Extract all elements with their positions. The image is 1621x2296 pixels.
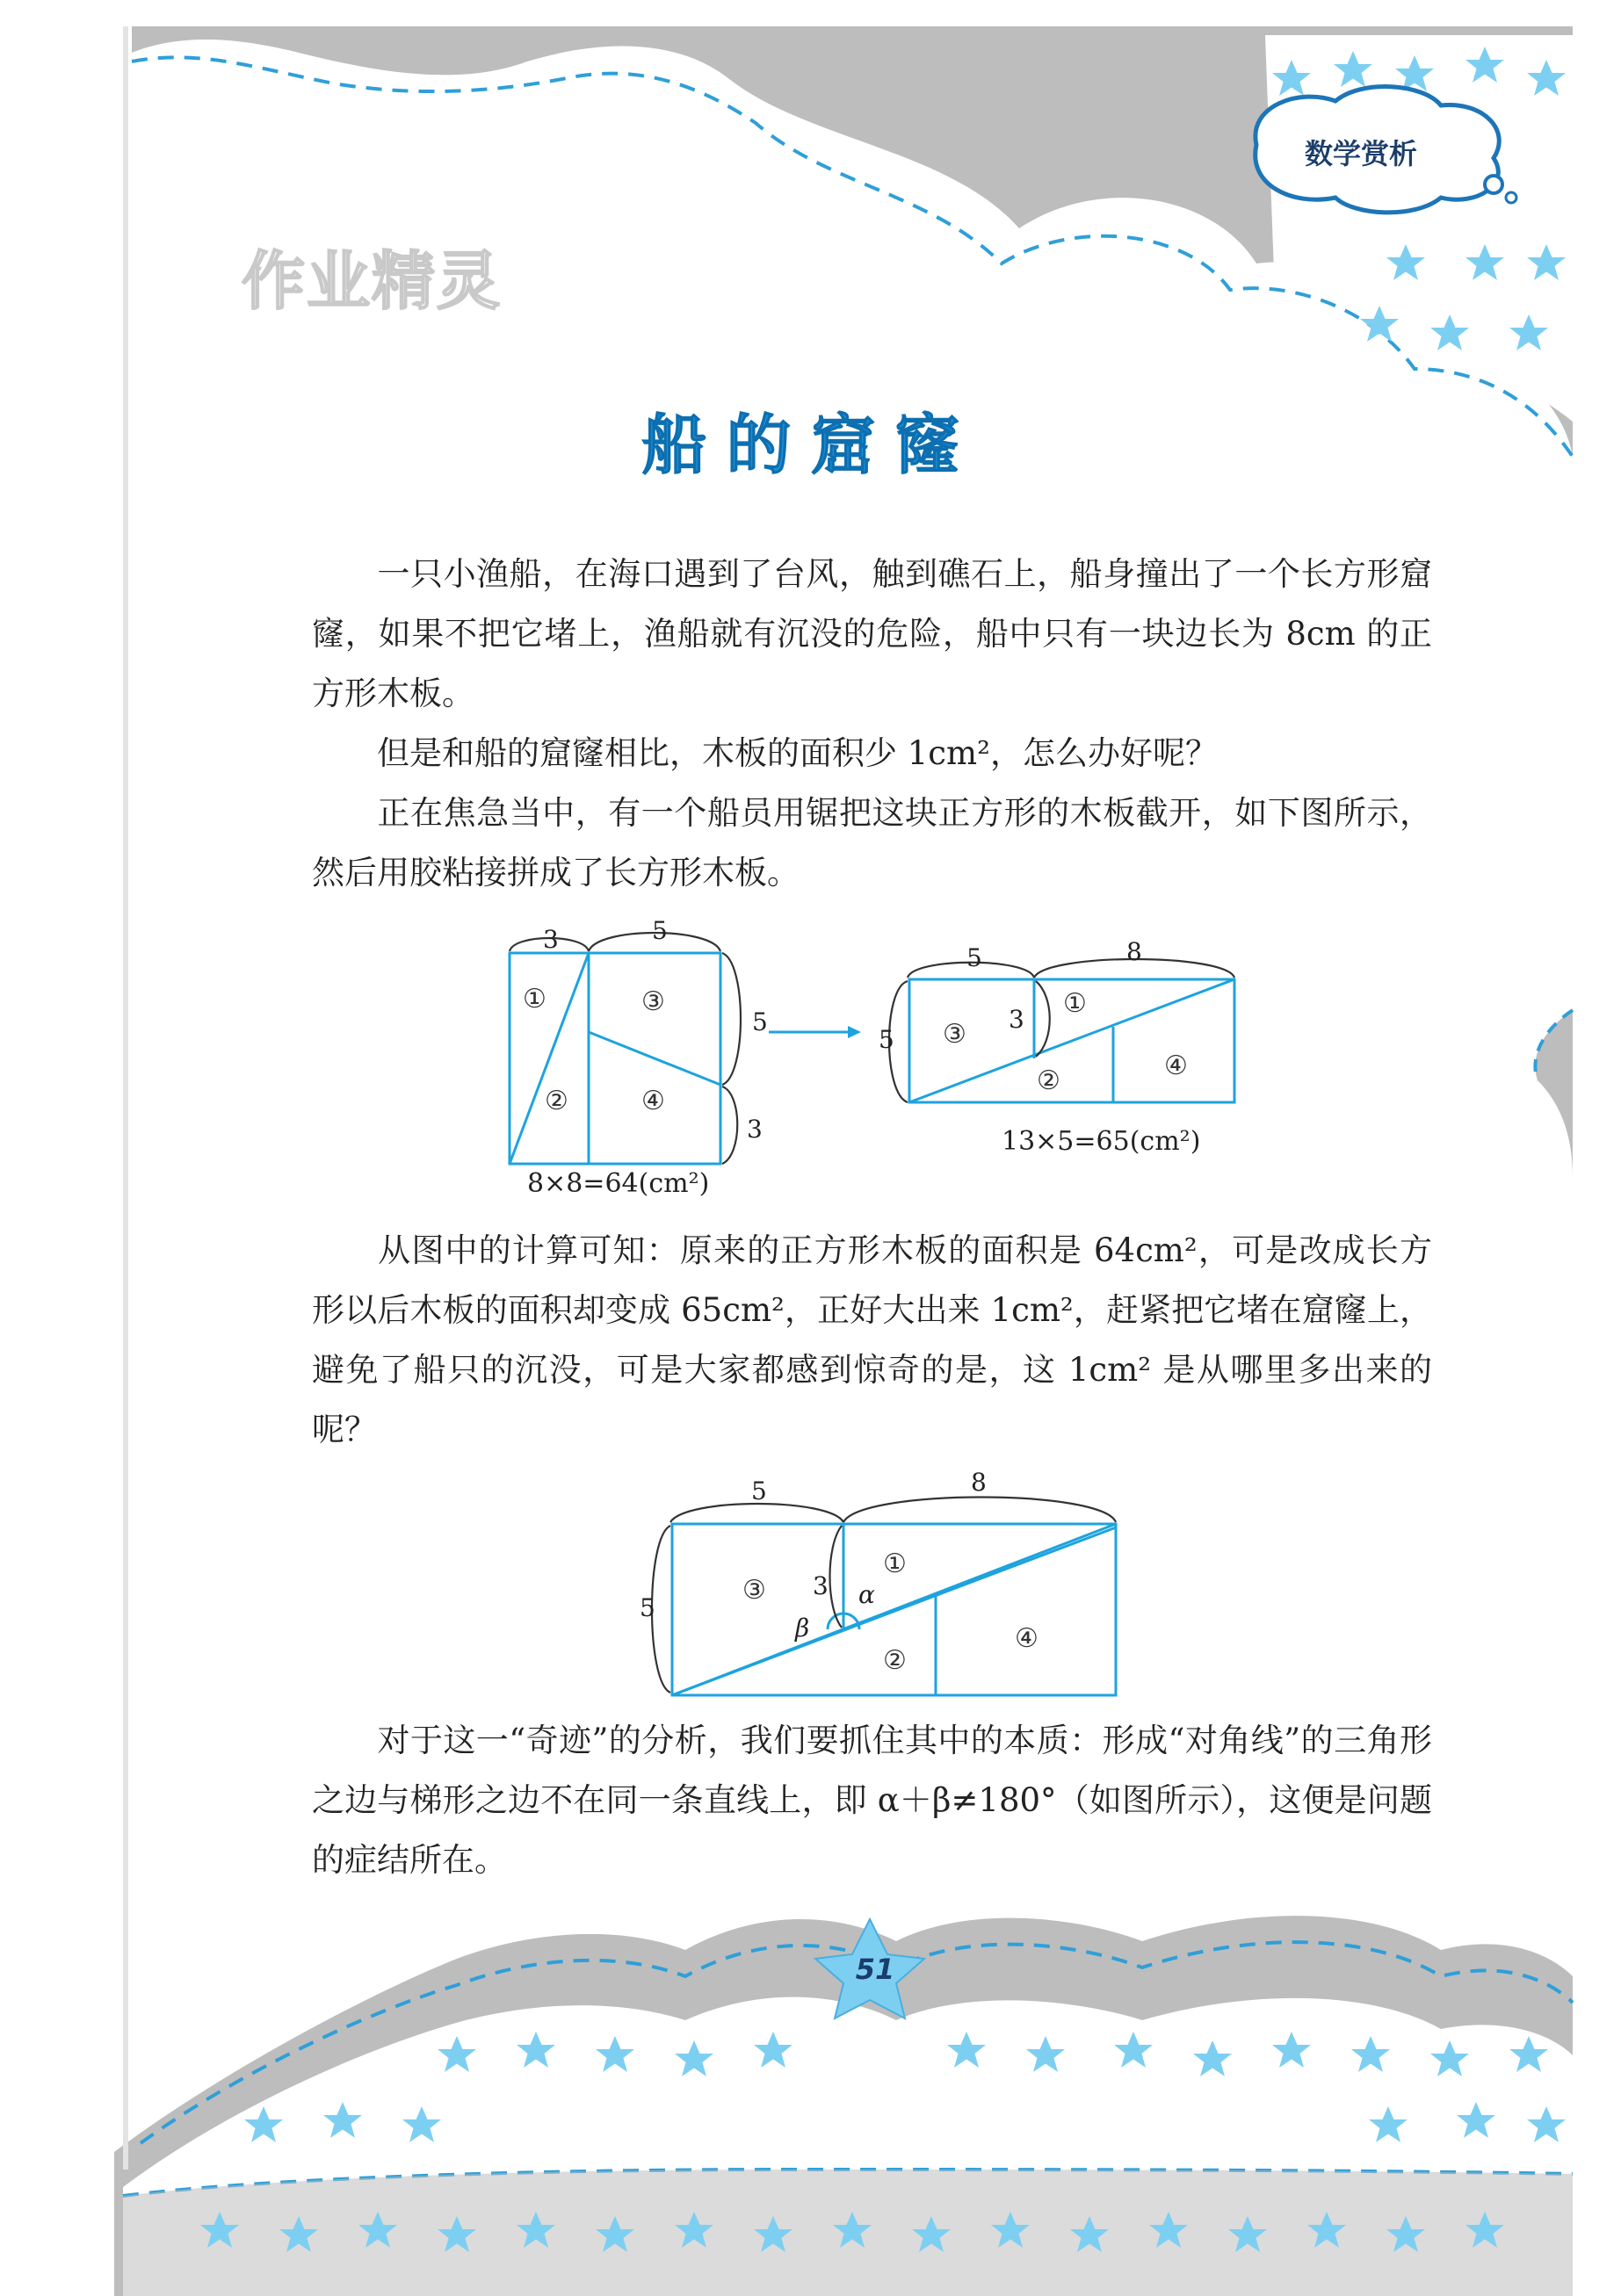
caption-rectangle-area: 13×5=65(cm²) [1002,1126,1201,1157]
dim-label: 3 [543,925,559,954]
page-title: 船的窟窿 [641,408,980,483]
piece-label: ① [1063,988,1087,1019]
piece-label: ② [1037,1065,1060,1096]
angle-alpha: α [858,1580,875,1609]
page-number: 51 [855,1953,895,1986]
angle-beta: β [795,1614,810,1643]
dim-label: 3 [813,1571,829,1600]
section-tag: 数学赏析 [1305,137,1418,170]
dim-label: 8 [1126,937,1142,966]
paragraph-4: 从图中的计算可知：原来的正方形木板的面积是 64cm²，可是改成长方形以后木板的面积却变成 65cm²，正好大出来 1cm²，赶紧把它堵在窟窿上，避免了船只的沉没，可是大家都感到惊奇的是，这 1cm² 是从哪里多出来的呢？ [312,1231,1432,1448]
paragraph-1: 一只小渔船，在海口遇到了台风，触到礁石上，船身撞出了一个长方形窟窿，如果不把它堵上，渔船就有沉没的危险，船中只有一块边长为 8cm 的正方形木板。 [312,555,1432,712]
piece-label: ④ [1164,1051,1188,1081]
piece-label: ③ [641,986,665,1017]
dim-label: 5 [752,1007,768,1036]
dim-label: 5 [640,1593,655,1622]
piece-label: ④ [641,1086,665,1116]
piece-label: ② [883,1645,907,1676]
watermark: 作业精灵 [242,244,503,318]
piece-label: ① [523,984,546,1014]
paragraph-3: 正在焦急当中，有一个船员用锯把这块正方形的木板截开，如下图所示，然后用胶粘接拼成了长方形木板。 [312,794,1432,892]
figure-angle-analysis [633,1462,1133,1708]
paragraph-2: 但是和船的窟窿相比，木板的面积少 1cm²，怎么办好呢？ [377,734,1218,772]
dim-label: 5 [652,918,668,945]
dim-label: 3 [1009,1005,1024,1034]
piece-label: ① [883,1549,907,1579]
dim-label: 5 [751,1477,767,1505]
caption-square-area: 8×8=64(cm²) [527,1168,710,1199]
dim-label: 3 [747,1115,763,1144]
dim-label: 5 [966,943,982,972]
piece-label: ② [545,1086,568,1116]
piece-label: ③ [943,1019,966,1050]
paragraph-5: 对于这一“奇迹”的分析，我们要抓住其中的本质：形成“对角线”的三角形之边与梯形之边不在同一条直线上，即 α＋β≠180°（如图所示），这便是问题的症结所在。 [312,1722,1432,1879]
dim-label: 5 [879,1025,894,1054]
piece-label: ③ [742,1575,766,1606]
piece-label: ④ [1015,1623,1038,1654]
dim-label: 8 [971,1468,987,1497]
